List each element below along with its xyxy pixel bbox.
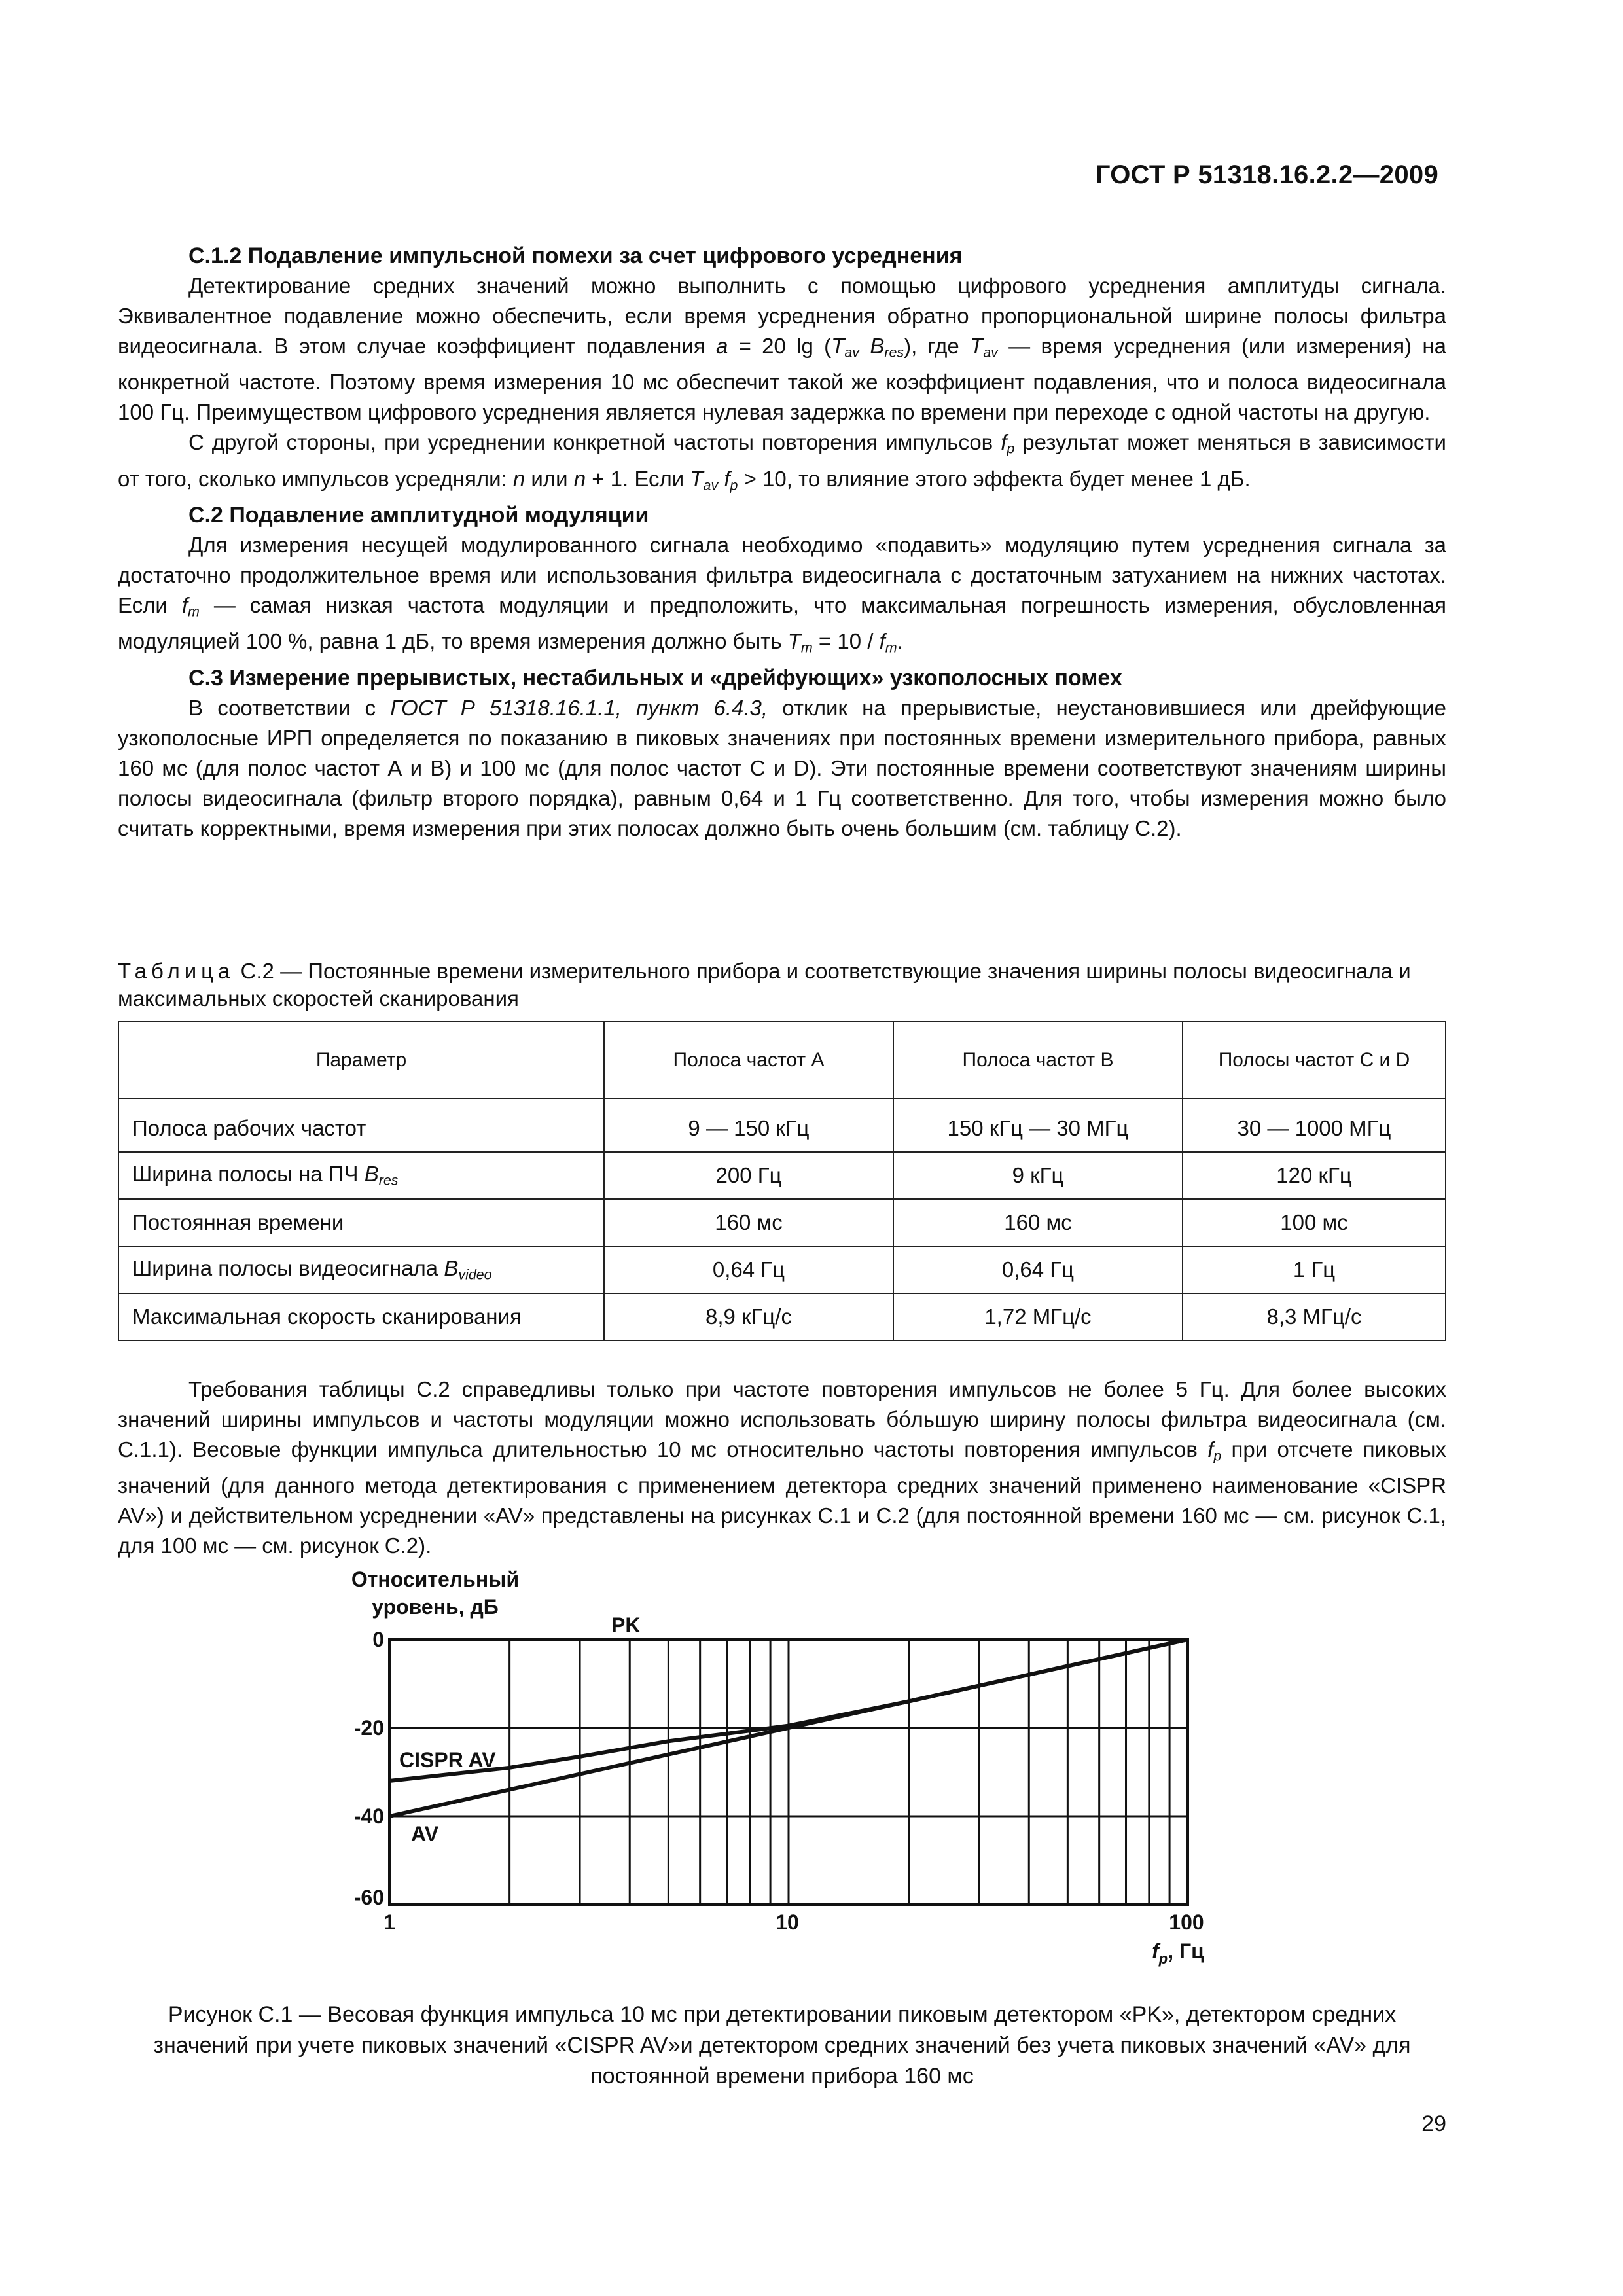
table-cell: 160 мс (893, 1199, 1183, 1246)
table-cell: 160 мс (604, 1199, 893, 1246)
table-cell: 0,64 Гц (893, 1246, 1183, 1293)
chart-labels (351, 1568, 1204, 1967)
x-tick-label: 1 (383, 1910, 395, 1934)
table-cell: 8,9 кГц/с (604, 1293, 893, 1340)
chart-grid (389, 1640, 1188, 1905)
document-id: ГОСТ Р 51318.16.2.2—2009 (1095, 160, 1438, 189)
section-c2-paragraph: Для измерения несущей модулированного сигнала необходимо «подавить» модуляцию путем усреднения сигнала за достаточно продолжительное время или использования фильтра видеосигнала с достаточным затуханием на нижних частотах. Если $f_m$ — самая низкая частота модуляции и предположить, что максимальная погрешность измерения, обусловленная модуляцией 100 %, равна 1 дБ, то время измерения должно быть $T_m = 10 / f_m$. (118, 533, 1446, 656)
section-c2-title: С.2 Подавление амплитудной модуляции (188, 503, 649, 528)
figure-caption: Рисунок С.1 — Весовая функция импульса 10 мс при детектировании пиковым детектором «PK», детектором средних значений при учете пиковых значений «CISPR AV»и детектором средних значений без учета пиковых значений «AV» для постоянной времени прибора 160 мс (153, 2002, 1411, 2089)
table-cell: 8,3 МГц/с (1183, 1293, 1446, 1340)
header-parameter: Параметр (118, 1022, 604, 1098)
legend-label-pk: PK (611, 1613, 641, 1637)
table-cell: 1 Гц (1183, 1246, 1446, 1293)
y-tick-label: -60 (353, 1886, 384, 1909)
table-cell: 0,64 Гц (604, 1246, 893, 1293)
table-cell-param: Полоса рабочих частот (118, 1098, 604, 1152)
header-band-cd: Полосы частот С и D (1183, 1022, 1446, 1098)
table-cell-param: Постоянная времени (118, 1199, 604, 1246)
y-axis-label: Относительный (351, 1568, 520, 1591)
y-tick-label: -40 (353, 1804, 384, 1828)
section-c12-title: С.1.2 Подавление импульсной помехи за счет цифрового усреднения (188, 243, 963, 268)
section-c3-paragraph: В соответствии с ГОСТ Р 51318.16.1.1, пункт 6.4.3, отклик на прерывистые, неустановившиеся или дрейфующие узкополосные ИРП определяется по показанию в пиковых значениях при постоянных времени измерительного прибора, равных 160 мс (для полос частот А и В) и 100 мс (для полос частот С и D). Эти постоянные времени соответствуют значениям ширины полосы видеосигнала (фильтр второго порядка), равным 0,64 и 1 Гц соответственно. Для того, чтобы измерения можно было считать корректными, время измерения при этих полосах должно быть очень большим (см. таблицу С.2). (118, 695, 1446, 840)
table-cell: 150 кГц — 30 МГц (893, 1098, 1183, 1152)
table-cell-param: Ширина полосы на ПЧ $B_{res}$ (118, 1152, 604, 1199)
x-tick-label: 10 (776, 1910, 799, 1934)
page-number: 29 (1421, 2111, 1446, 2136)
after-table-paragraph: Требования таблицы С.2 справедливы только при частоте повторения импульсов не более 5 Гц. Для более высоких значений ширины импульсов и частоты модуляции можно использовать бóльшую ширину полосы фильтра видеосигнала (см. С.1.1). Весовые функции импульса длительностью 10 мс относительно частоты повторения импульсов $f_p$ при отсчете пиковых значений (для данного метода детектирования с применением детектора средних значений применено наименование «CISPR AV») и действительном усреднении «AV» представлены на рисунках С.1 и С.2 (для постоянной времени 160 мс — см. рисунок С.1, для 100 мс — см. рисунок С.2). (118, 1377, 1446, 1558)
y-axis-label: уровень, дБ (372, 1595, 499, 1619)
table-cell: 200 Гц (604, 1152, 893, 1199)
section-c3-title: С.3 Измерение прерывистых, нестабильных и «дрейфующих» узкополосных помех (188, 665, 1122, 691)
table-cell: 9 кГц (893, 1152, 1183, 1199)
table-caption: Таблица С.2 — Постоянные времени измерительного прибора и соответствующие значения ширины полосы видеосигнала и максимальных скоростей сканирования (118, 959, 1411, 1011)
y-tick-label: -20 (353, 1716, 384, 1740)
x-axis-label: $f_p$, Гц (1152, 1939, 1204, 1967)
section-c12-paragraph-2: С другой стороны, при усреднении конкретной частоты повторения импульсов $f_p$ результат может меняться в зависимости от того, сколько импульсов усредняли: n или n + 1. Если $T_{av}$ $f_p > 10$, то влияние этого эффекта будет менее 1 дБ. (118, 430, 1446, 493)
table-cell: 9 — 150 кГц (604, 1098, 893, 1152)
table-cell: 120 кГц (1183, 1152, 1446, 1199)
table-cell: 1,72 МГц/с (893, 1293, 1183, 1340)
x-tick-label: 100 (1169, 1910, 1204, 1934)
table-cell: 100 мс (1183, 1199, 1446, 1246)
table-cell: 30 — 1000 МГц (1183, 1098, 1446, 1152)
standard-reference: ГОСТ Р 51318.16.1.1, пункт 6.4.3, (390, 695, 768, 720)
header-band-b: Полоса частот В (893, 1022, 1183, 1098)
table-cell-param: Максимальная скорость сканирования (118, 1293, 604, 1340)
y-tick-label: 0 (372, 1628, 384, 1651)
section-c12-paragraph-1: Детектирование средних значений можно выполнить с помощью цифрового усреднения амплитуды сигнала. Эквивалентное подавление можно обеспечить, если время усреднения обратно пропорциональной ширине полосы фильтра видеосигнала. В этом случае коэффициент подавления a = 20 $\lg (T_{av}$ $B_{res}$), где $T_{av}$ — время усреднения (или измерения) на конкретной частоте. Поэтому время измерения 10 мс обеспечит такой же коэффициент подавления, что и полоса видеосигнала 100 Гц. Преимуществом цифрового усреднения является нулевая задержка по времени при переходе с одной частоты на другую. (118, 274, 1446, 425)
table-cell-param: Ширина полосы видеосигнала $B_{video}$ (118, 1246, 604, 1293)
header-band-a: Полоса частот А (604, 1022, 893, 1098)
legend-label-av: AV (411, 1822, 439, 1846)
legend-label-cispr-av: CISPR AV (399, 1748, 496, 1772)
